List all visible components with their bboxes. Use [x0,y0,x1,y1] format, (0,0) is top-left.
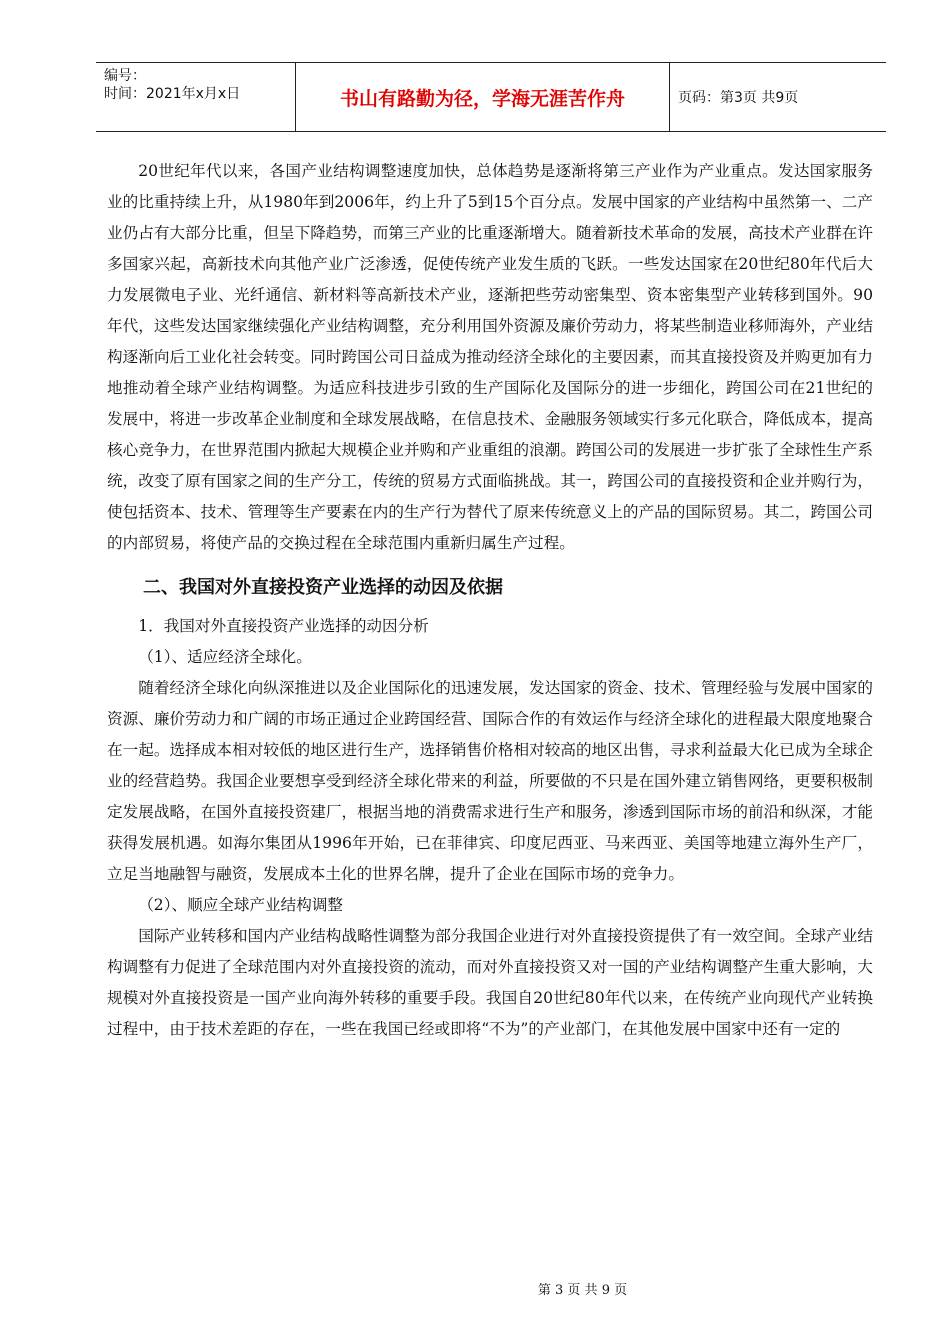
subsection-item-2: （2）、顺应全球产业结构调整 [138,896,344,914]
header-motto: 书山有路勤为径，学海无涯苦作舟 [296,63,670,131]
subsection-item-1: （1）、适应经济全球化。 [138,648,312,666]
document-number-label: 编号： [104,68,146,84]
header-page-info: 页码：第3页 共9页 [678,90,799,106]
page-header [96,62,886,132]
paragraph-industry-adjustment: 国际产业转移和国内产业结构战略性调整为部分我国企业进行对外直接投资提供了有一效空间。全球产业结构调整有力促进了全球范围内对外直接投资的流动，而对外直接投资又对一国的产业结构调整产生重大影响，大规模对外直接投资是一国产业向海外转移的重要手段。我国自20世纪80年代以来，在传统产业向现代产业转换过程中，由于技术差距的存在，一些在我国已经或即将“不为”的产业部门，在其他发展中国家中还有一定的 [107,927,873,1038]
paragraph-globalization: 随着经济全球化向纵深推进以及企业国际化的迅速发展，发达国家的资金、技术、管理经验与发展中国家的资源、廉价劳动力和广阔的市场正通过企业跨国经营、国际合作的有效运作与经济全球化的进程最大限度地聚合在一起。选择成本相对较低的地区进行生产，选择销售价格相对较高的地区出售，寻求利益最大化已成为全球企业的经营趋势。我国企业要想享受到经济全球化带来的利益，所要做的不只是在国外建立销售网络，更要积极制定发展战略，在国外直接投资建厂，根据当地的消费需求进行生产和服务，渗透到国际市场的前沿和纵深，才能获得发展机遇。如海尔集团从1996年开始，已在菲律宾、印度尼西亚、马来西亚、美国等地建立海外生产厂，立足当地融智与融资，发展成本土化的世界名牌，提升了企业在国际市场的竞争力。 [107,679,873,883]
document-body [107,156,873,1045]
subsection-title: 1．我国对外直接投资产业选择的动因分析 [138,617,429,635]
paragraph-intro: 20世纪年代以来，各国产业结构调整速度加快，总体趋势是逐渐将第三产业作为产业重点。发达国家服务业的比重持续上升，从1980年到2006年，约上升了5到15个百分点。发展中国家的产业结构中虽然第一、二产业仍占有大部分比重，但呈下降趋势，而第三产业的比重逐渐增大。随着新技术革命的发展，高技术产业群在许多国家兴起，高新技术向其他产业广泛渗透，促使传统产业发生质的飞跃。一些发达国家在20世纪80年代后大力发展微电子业、光纤通信、新材料等高新技术产业，逐渐把些劳动密集型、资本密集型产业转移到国外。90年代，这些发达国家继续强化产业结构调整，充分利用国外资源及廉价劳动力，将某些制造业移师海外，产业结构逐渐向后工业化社会转变。同时跨国公司日益成为推动经济全球化的主要因素，而其直接投资及并购更加有力地推动着全球产业结构调整。为适应科技进步引致的生产国际化及国际分的进一步细化，跨国公司在21世纪的发展中，将进一步改革企业制度和全球发展战略，在信息技术、金融服务领域实行多元化联合，降低成本，提高核心竞争力，在世界范围内掀起大规模企业并购和产业重组的浪潮。跨国公司的发展进一步扩张了全球性生产系统，改变了原有国家之间的生产分工，传统的贸易方式面临挑战。其一，跨国公司的直接投资和企业并购行为，使包括资本、技术、管理等生产要素在内的生产行为替代了原来传统意义上的产品的国际贸易。其二，跨国公司的内部贸易，将使产品的交换过程在全球范围内重新归属生产过程。 [107,162,873,552]
document-time-label: 时间：2021年x月x日 [104,86,241,102]
page-footer [0,1279,950,1298]
section-heading: 二、我国对外直接投资产业选择的动因及依据 [143,577,503,598]
footer-page-number: 第 3 页 共 9 页 [537,1283,628,1298]
header-meta [96,63,296,131]
